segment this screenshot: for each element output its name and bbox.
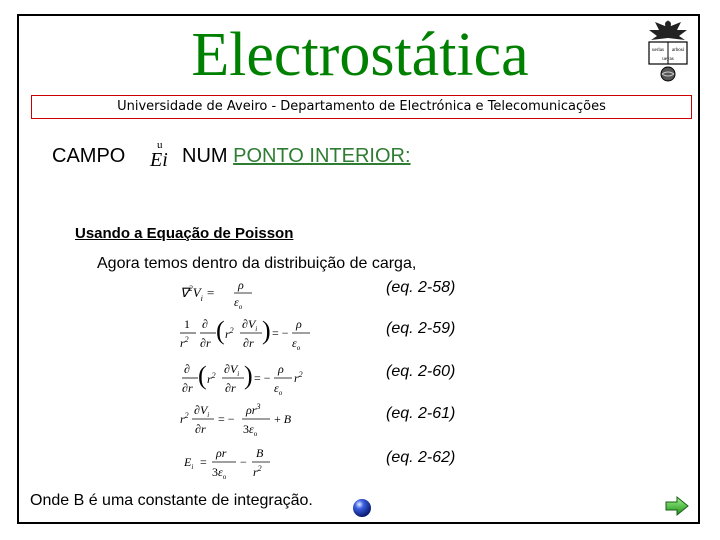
- svg-text:): ): [244, 361, 253, 390]
- eq-label-2-61: (eq. 2-61): [386, 405, 456, 422]
- svg-text:∂r: ∂r: [225, 381, 236, 395]
- svg-text:ρr3: $\rho r^3$: [246, 402, 261, 417]
- svg-text:ρr: ρr: [216, 446, 227, 460]
- svg-text:1: 1: [184, 317, 190, 331]
- svg-text:= −: = −: [272, 326, 289, 340]
- svg-text:B: B: [256, 446, 264, 460]
- equation-2-58: [178, 277, 298, 311]
- svg-text:−: −: [240, 455, 247, 469]
- svg-text:∂: ∂: [184, 362, 190, 376]
- svg-text:r2: $r^2$: [225, 326, 234, 341]
- svg-text:r2: $r^2$: [253, 464, 262, 479]
- blue-sphere-icon[interactable]: [352, 498, 372, 518]
- svg-text:∂Vi: $\partial V_i$: [194, 403, 210, 419]
- svg-text:r2: $r^2$: [180, 335, 189, 350]
- intro-text: Agora temos dentro da distribuição de carga,: [97, 255, 417, 272]
- ei-accent: u: [157, 139, 163, 151]
- campo-label: CAMPO: [52, 145, 126, 167]
- eq-label-2-62: (eq. 2-62): [386, 449, 456, 466]
- eq-label-2-59: (eq. 2-59): [386, 320, 456, 337]
- section-heading: Usando a Equação de Poisson: [75, 225, 294, 242]
- svg-text:ρ: ρ: [238, 278, 244, 292]
- svg-text:ρ: ρ: [296, 317, 302, 331]
- svg-text:r2: $r^2$: [207, 371, 216, 386]
- svg-text:=: =: [200, 455, 207, 469]
- svg-text:= −: = −: [218, 412, 235, 426]
- crest-text-right: arbosi: [671, 48, 685, 53]
- ponto-interior-link[interactable]: PONTO INTERIOR:: [233, 145, 411, 167]
- ei-symbol: [148, 137, 180, 171]
- svg-text:∂r: ∂r: [195, 422, 206, 436]
- svg-text:∂Vi: $\partial V_i$: [242, 317, 258, 333]
- svg-text:): ): [262, 316, 271, 345]
- svg-text:+ B: + B: [274, 412, 292, 426]
- university-crest-icon: [641, 16, 695, 84]
- footer-note: Onde B é uma constante de integração.: [30, 492, 313, 509]
- svg-text:= −: = −: [254, 371, 271, 385]
- svg-text:ρ: ρ: [278, 362, 284, 376]
- page-title: Electrostática: [191, 21, 529, 89]
- svg-text:3εo: $3\varepsilon_o$: [243, 422, 258, 438]
- svg-text:(: (: [198, 361, 207, 390]
- eq-label-2-60: (eq. 2-60): [386, 363, 456, 380]
- svg-text:r2: $r^2$: [294, 370, 303, 385]
- svg-text:r2: $r^2$: [180, 411, 189, 426]
- svg-text:∂r: ∂r: [243, 336, 254, 350]
- crest-text-left: uerlas: [652, 48, 664, 53]
- num-heading: [182, 145, 411, 168]
- crest-text-bottom: ueyas: [662, 57, 674, 62]
- svg-text:∇2Vi =: $\nabla^2V_i$ =: [180, 284, 215, 303]
- equation-2-61: [178, 401, 328, 443]
- equation-2-59: [178, 314, 328, 356]
- svg-text:(: (: [216, 316, 225, 345]
- svg-text:εo: $\varepsilon_o$: [274, 381, 283, 397]
- svg-text:Ei: $E_i$: [184, 455, 194, 471]
- ei-text: Ei: [150, 149, 168, 171]
- svg-text:∂r: ∂r: [182, 381, 193, 395]
- num-label: NUM: [182, 145, 228, 167]
- svg-text:3εo: $3\varepsilon_o$: [212, 465, 227, 481]
- equation-2-60: [178, 358, 328, 402]
- svg-text:εo: $\varepsilon_o$: [234, 295, 243, 311]
- eq-label-2-58: (eq. 2-58): [386, 279, 456, 296]
- subtitle-text: Universidade de Aveiro - Departamento de Electrónica e Telecomunicações: [117, 99, 606, 114]
- svg-text:∂: ∂: [202, 317, 208, 331]
- next-arrow-icon[interactable]: [663, 494, 691, 518]
- equation-2-62: [178, 444, 328, 486]
- svg-text:∂r: ∂r: [200, 336, 211, 350]
- svg-text:εo: $\varepsilon_o$: [292, 336, 301, 352]
- subtitle-box: [31, 95, 692, 119]
- svg-text:∂Vi: $\partial V_i$: [224, 362, 240, 378]
